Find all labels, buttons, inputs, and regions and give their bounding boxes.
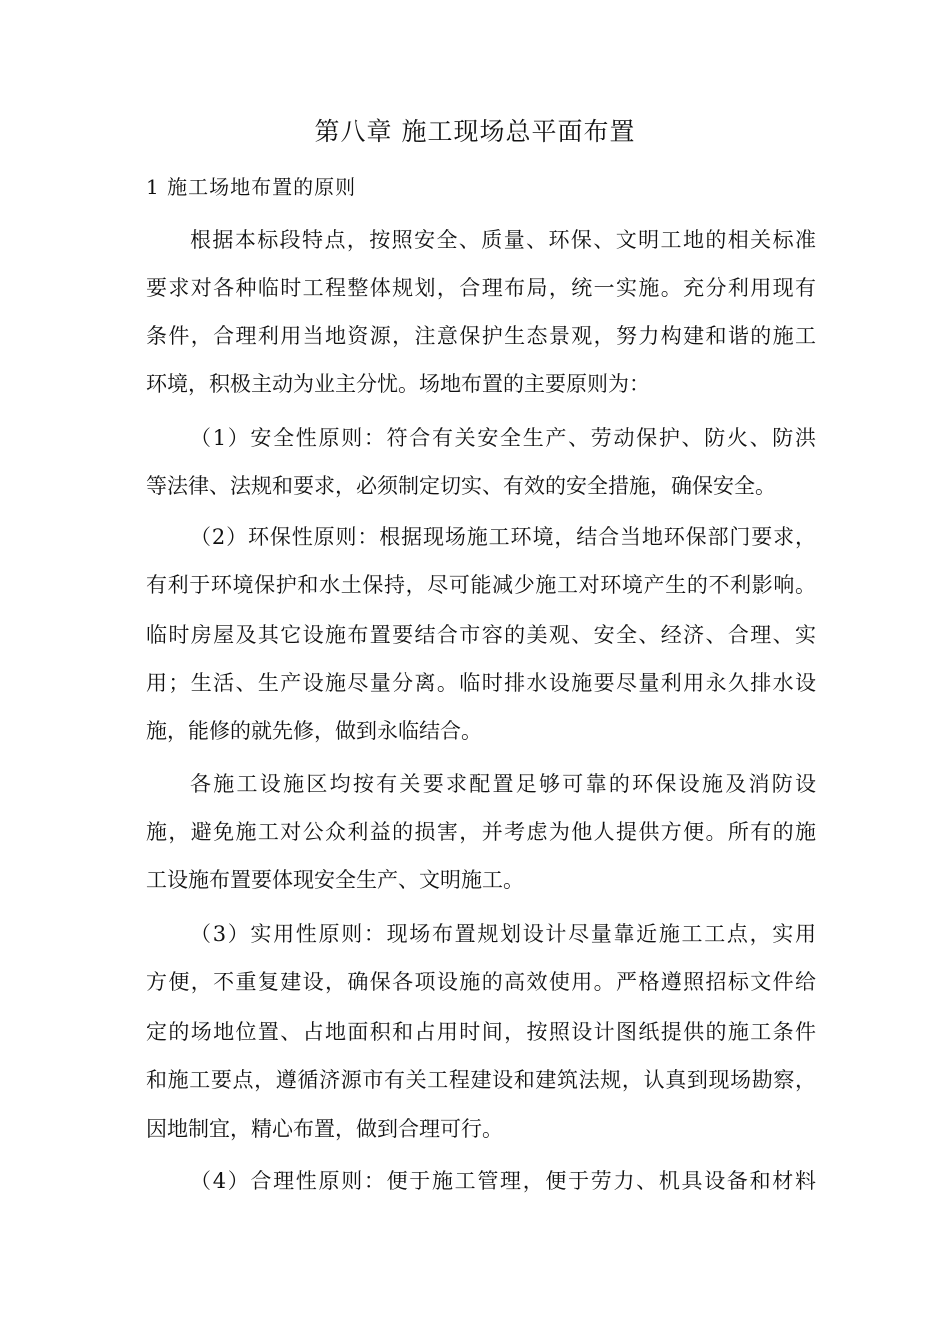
- text-line: 各施工设施区均按有关要求配置足够可靠的环保设施及消防设: [190, 772, 816, 796]
- text-line: （3）实用性原则：现场布置规划设计尽量靠近施工工点，实用: [190, 922, 816, 946]
- text-line: 要求对各种临时工程整体规划，合理布局，统一实施。充分利用现有: [146, 276, 816, 300]
- text-line: 用；生活、生产设施尽量分离。临时排水设施要尽量利用永久排水设: [146, 671, 816, 695]
- text-line: 等法律、法规和要求，必须制定切实、有效的安全措施，确保安全。: [146, 474, 776, 498]
- text-line: 临时房屋及其它设施布置要结合市容的美观、安全、经济、合理、实: [146, 623, 816, 647]
- chapter-title: 第八章 施工现场总平面布置: [314, 117, 636, 146]
- text-line: 工设施布置要体现安全生产、文明施工。: [146, 868, 524, 892]
- text-line: 方便，不重复建设，确保各项设施的高效使用。严格遵照招标文件给: [146, 970, 816, 994]
- text-line: 因地制宜，精心布置，做到合理可行。: [146, 1117, 503, 1141]
- text-line: 施，避免施工对公众利益的损害，并考虑为他人提供方便。所有的施: [146, 820, 816, 844]
- section-heading: 1 施工场地布置的原则: [146, 175, 357, 199]
- text-line: 施，能修的就先修，做到永临结合。: [146, 719, 482, 743]
- text-line: 条件，合理利用当地资源，注意保护生态景观，努力构建和谐的施工: [146, 324, 816, 348]
- text-line: 和施工要点，遵循济源市有关工程建设和建筑法规，认真到现场勘察，: [146, 1068, 816, 1092]
- text-line: 根据本标段特点，按照安全、质量、环保、文明工地的相关标准: [190, 228, 816, 252]
- text-line: （4）合理性原则：便于施工管理，便于劳力、机具设备和材料: [190, 1169, 816, 1193]
- text-line: 有利于环境保护和水土保持，尽可能减少施工对环境产生的不利影响。: [146, 573, 816, 597]
- text-line: （2）环保性原则：根据现场施工环境，结合当地环保部门要求，: [190, 525, 816, 549]
- text-line: （1）安全性原则：符合有关安全生产、劳动保护、防火、防洪: [190, 426, 816, 450]
- text-line: 环境，积极主动为业主分忧。场地布置的主要原则为：: [146, 372, 650, 396]
- text-line: 定的场地位置、占地面积和占用时间，按照设计图纸提供的施工条件: [146, 1020, 816, 1044]
